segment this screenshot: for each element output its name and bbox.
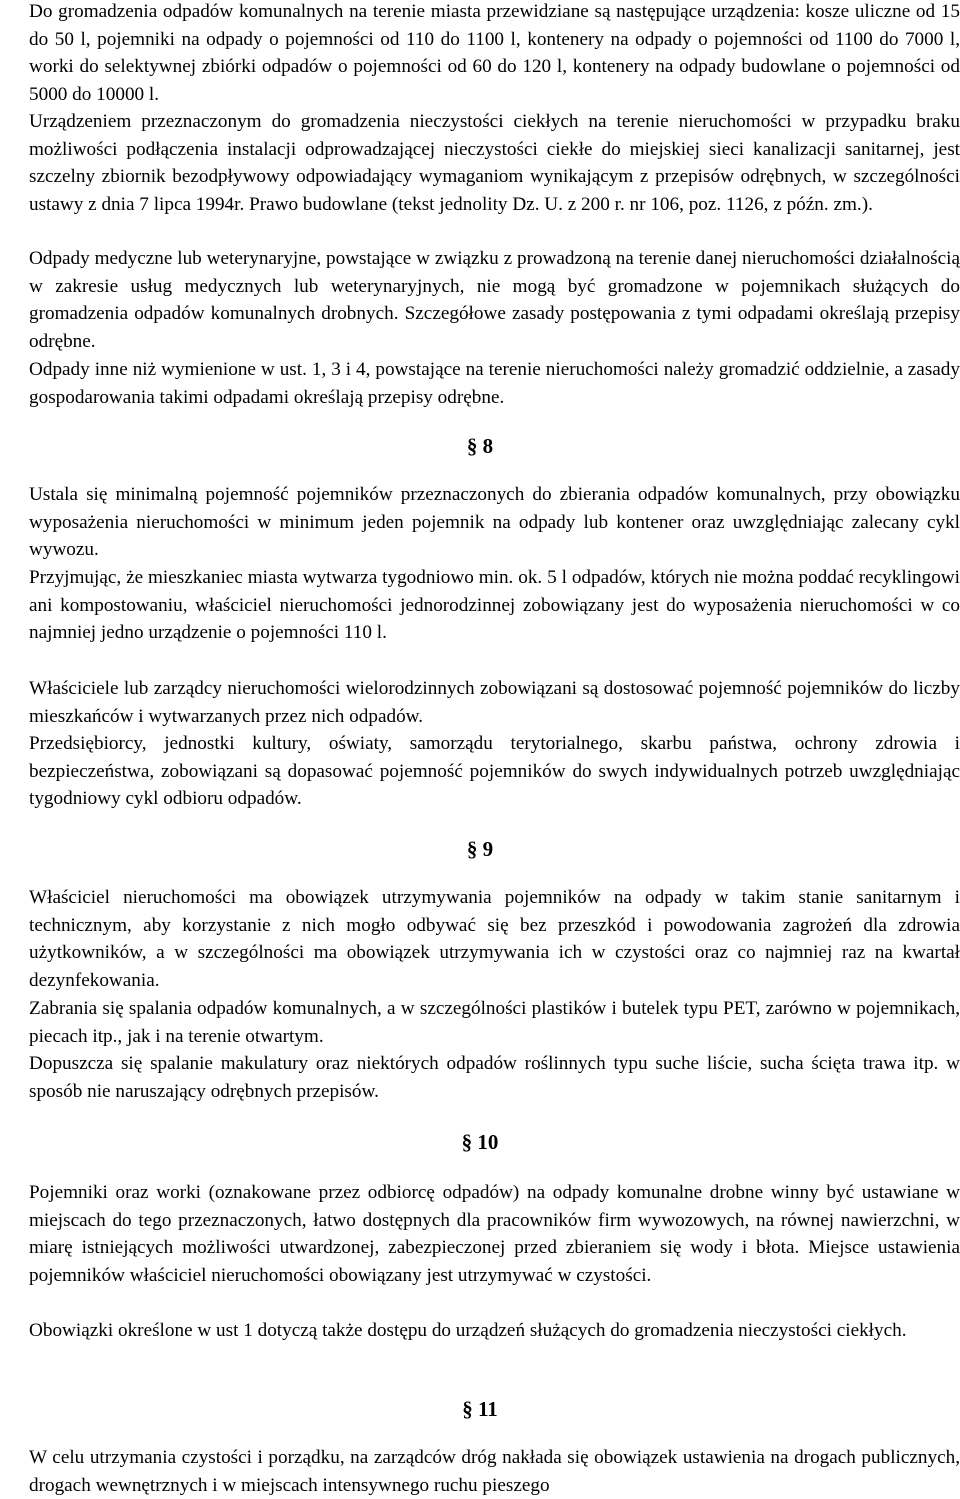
paragraph-text: Właściciele lub zarządcy nieruchomości wielorodzinnych zobowiązani są dostosować pojemność pojemników do liczby mieszkańców i wytwarzanych przez nich odpadów. [29, 678, 960, 727]
paragraph-number [0, 884, 29, 912]
section-heading-8: § 8 [466, 434, 494, 458]
section-heading-10: § 10 [461, 1130, 499, 1154]
paragraph-text: Pojemniki oraz worki (oznakowane przez odbiorcę odpadów) na odpady komunalne drobne winny być ustawiane w miejscach do tego przeznaczonych, łatwo dostępnych dla pracowników firm wywozowych, na równej nawierzchni, w miarę istniejących możliwości utwardzonej, zabezpieczonej przed zbieraniem się wody i błota. Miejsce ustawienia pojemników właściciel nieruchomości obowiązany jest utrzymywać w czystości. [29, 1182, 960, 1286]
paragraph-text: Przedsiębiorcy, jednostki kultury, oświaty, samorządu terytorialnego, skarbu państwa, ochrony zdrowia i bezpieczeństwa, zobowiązani są dopasować pojemność pojemników do swych indywidualnych potrzeb uwzględniając tygodniowy cykl odbioru odpadów. [29, 733, 960, 810]
paragraph-3 [0, 0, 960, 108]
paragraph-5 [0, 245, 960, 355]
paragraph-number [0, 108, 29, 136]
section-heading-9: § 9 [466, 837, 494, 861]
paragraph-text: Do gromadzenia odpadów komunalnych na terenie miasta przewidziane są następujące urządzenia: kosze uliczne od 15 do 50 l, pojemniki na odpady o pojemności od 110 do 1100 l, kontenery na odpady o pojemności od 1100 do 7000 l, worki do selektywnej zbiórki odpadów o pojemności od 60 do 120 l, kontenery na odpady budowlane o pojemności od 5000 do 10000 l. [29, 1, 960, 105]
section-heading-11: § 11 [462, 1397, 498, 1421]
paragraph-number [0, 245, 29, 273]
paragraph-number [0, 1444, 29, 1472]
section-10-item-1 [0, 1179, 960, 1289]
paragraph-text: Przyjmując, że mieszkaniec miasta wytwarza tygodniowo min. ok. 5 l odpadów, których nie można poddać recyklingowi ani kompostowaniu, właściciel nieruchomości jednorodzinnej zobowiązany jest do wyposażenia nieruchomości w co najmniej jedno urządzenie o pojemności 110 l. [29, 567, 960, 644]
section-9-item-1 [0, 884, 960, 994]
paragraph-number [0, 995, 29, 1023]
paragraph-number [0, 675, 29, 703]
paragraph-text: Dopuszcza się spalanie makulatury oraz niektórych odpadów roślinnych typu suche liście, sucha ścięta trawa itp. w sposób nie naruszający odrębnych przepisów. [29, 1053, 960, 1102]
paragraph-text: Obowiązki określone w ust 1 dotyczą także dostępu do urządzeń służących do gromadzenia nieczystości ciekłych. [29, 1320, 907, 1341]
paragraph-number [0, 481, 29, 509]
paragraph-4 [0, 108, 960, 218]
section-8-item-3 [0, 675, 960, 730]
paragraph-number [0, 730, 29, 758]
section-9-item-2 [0, 995, 960, 1050]
paragraph-number [0, 564, 29, 592]
section-8-item-1 [0, 481, 960, 564]
section-10-item-2 [0, 1317, 960, 1345]
section-8-item-2 [0, 564, 960, 647]
paragraph-number [0, 0, 29, 26]
paragraph-number [0, 1050, 29, 1078]
paragraph-text: W celu utrzymania czystości i porządku, na zarządców dróg nakłada się obowiązek ustawienia na drogach publicznych, drogach wewnętrznych i w miejscach intensywnego ruchu pieszego [29, 1447, 960, 1496]
paragraph-text: Zabrania się spalania odpadów komunalnych, a w szczególności plastików i butelek typu PET, zarówno w pojemnikach, piecach itp., jak i na terenie otwartym. [29, 998, 960, 1047]
paragraph-text: Urządzeniem przeznaczonym do gromadzenia nieczystości ciekłych na terenie nieruchomości w przypadku braku możliwości podłączenia instalacji odprowadzającej nieczystości ciekłe do miejskiej sieci kanalizacji sanitarnej, jest szczelny zbiornik bezodpływowy odpowiadający wymaganiom wynikającym z przepisów odrębnych, w szczególności ustawy z dnia 7 lipca 1994r. Prawo budowlane (tekst jednolity Dz. U. z 200 r. nr 106, poz. 1126, z późn. zm.). [29, 111, 960, 215]
paragraph-6 [0, 356, 960, 411]
paragraph-number [0, 1317, 29, 1345]
paragraph-number [0, 356, 29, 384]
paragraph-text: Odpady inne niż wymienione w ust. 1, 3 i 4, powstające na terenie nieruchomości należy gromadzić oddzielnie, a zasady gospodarowania takimi odpadami określają przepisy odrębne. [29, 359, 960, 408]
paragraph-text: Właściciel nieruchomości ma obowiązek utrzymywania pojemników na odpady w takim stanie sanitarnym i technicznym, aby korzystanie z nich mogło odbywać się bez przeszkód i powodowania zagrożeń dla zdrowia użytkowników, a w szczególności ma obowiązek utrzymywania ich w czystości oraz co najmniej raz na kwartał dezynfekowania. [29, 887, 960, 991]
section-11-item-1 [0, 1444, 960, 1499]
paragraph-number [0, 1179, 29, 1207]
paragraph-text: Odpady medyczne lub weterynaryjne, powstające w związku z prowadzoną na terenie danej nieruchomości działalnością w zakresie usług medycznych lub weterynaryjnych, nie mogą być gromadzone w pojemnikach służących do gromadzenia odpadów komunalnych drobnych. Szczegółowe zasady postępowania z tymi odpadami określają przepisy odrębne. [29, 248, 960, 352]
section-9-item-3 [0, 1050, 960, 1105]
section-8-item-4 [0, 730, 960, 813]
paragraph-text: Ustala się minimalną pojemność pojemników przeznaczonych do zbierania odpadów komunalnych, przy obowiązku wyposażenia nieruchomości w minimum jeden pojemnik na odpady lub kontener oraz uwzględniając zalecany cykl wywozu. [29, 484, 960, 561]
